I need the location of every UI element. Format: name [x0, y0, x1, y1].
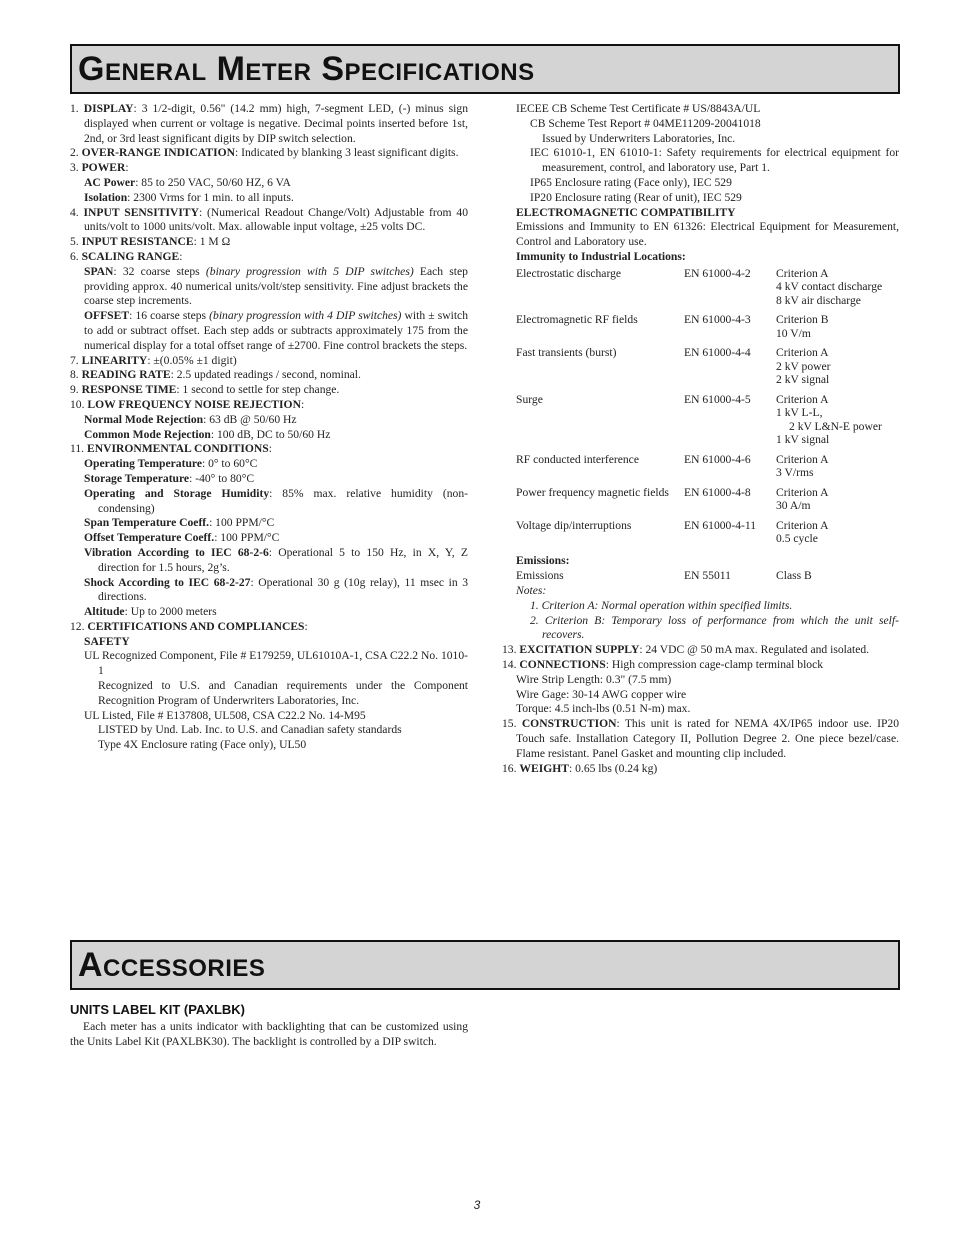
emc-standard: EN 61000-4-4 [684, 346, 751, 360]
spec-emc-text: Emissions and Immunity to EN 61326: Electrical Equipment for Measurement, Control and Laboratory use. [516, 220, 899, 249]
units-label-kit-heading: UNITS LABEL KIT (PAXLBK) [70, 1002, 246, 1017]
spec-resistance: 5. INPUT RESISTANCE: 1 M Ω [70, 235, 231, 249]
spec-overrange: 2. OVER-RANGE INDICATION: Indicated by blanking 3 least significant digits. [70, 146, 459, 160]
emc-criterion [776, 346, 882, 393]
emc-criterion-line: Criterion A [776, 346, 829, 360]
emc-test-name: Power frequency magnetic fields [516, 485, 669, 499]
spec-strip: Wire Strip Length: 0.3" (7.5 mm) [516, 672, 672, 686]
spec-span: SPAN: 32 coarse steps (binary progression with 5 DIP switches) Each step providing approx. 40 numerical units/volt/step sensitivity. Fine adjust brackets the coarse step increments. [84, 264, 468, 308]
spec-ip20: IP20 Enclosure rating (Rear of unit), IEC 529 [530, 190, 742, 204]
emc-criterion-line: Criterion A [776, 266, 829, 280]
spec-span-coeff: Span Temperature Coeff.: 100 PPM/°C [84, 516, 275, 530]
emc-standard: EN 61000-4-5 [684, 392, 751, 406]
table-row [516, 346, 882, 393]
spec-power: 3. POWER: [70, 161, 129, 175]
spec-shock: Shock According to IEC 68-2-27: Operational 30 g (10g relay), 11 msec in 3 directions. [84, 575, 468, 604]
emc-criterion-line: Criterion B [776, 313, 829, 327]
spec-sensitivity: 4. INPUT SENSITIVITY: (Numerical Readout Change/Volt) Adjustable from 40 units/volt to 1000 units/volt. Max. allowable input voltage, ±25 volts DC. [70, 205, 469, 234]
emissions-heading: Emissions: [516, 553, 570, 567]
spec-ul-recognized: UL Recognized Component, File # E179259, UL61010A-1, CSA C22.2 No. 1010-1 [84, 649, 468, 678]
spec-ac-power: AC Power: 85 to 250 VAC, 50/60 HZ, 6 VA [84, 175, 291, 189]
emissions-std: EN 55011 [684, 568, 731, 582]
emc-criterion-line: 1 kV L-L, [776, 406, 823, 420]
spec-torque: Torque: 4.5 inch-lbs (0.51 N-m) max. [516, 702, 691, 716]
units-label-kit-text: Each meter has a units indicator with backlighting that can be customized using the Units Label Kit (PAXLBK30). The backlight is controlled by a DIP switch. [70, 1020, 468, 1048]
emc-criterion-line: 0.5 cycle [776, 532, 818, 546]
emc-criterion [776, 313, 882, 346]
note-1: 1. Criterion A: Normal operation within specified limits. [530, 598, 793, 612]
spec-certifications: 12. CERTIFICATIONS AND COMPLIANCES: [70, 619, 308, 633]
table-row [516, 313, 882, 346]
emc-criterion [776, 453, 882, 486]
emc-table [516, 267, 882, 552]
emc-test-name: Voltage dip/interruptions [516, 518, 632, 532]
emc-criterion [776, 393, 882, 453]
table-row [516, 519, 882, 552]
spec-weight: 16. WEIGHT: 0.65 lbs (0.24 kg) [502, 761, 658, 775]
table-row [516, 486, 882, 519]
spec-ul-recognized-detail: Recognized to U.S. and Canadian requirements under the Component Recognition Program of Underwriters Laboratories, Inc. [98, 679, 468, 707]
page-number: 3 [473, 1198, 481, 1212]
emc-standard: EN 61000-4-2 [684, 266, 751, 280]
left-column [70, 102, 468, 753]
spec-altitude: Altitude: Up to 2000 meters [84, 605, 217, 619]
spec-gage: Wire Gage: 30-14 AWG copper wire [516, 687, 687, 701]
emc-criterion [776, 486, 882, 519]
spec-humidity: Operating and Storage Humidity: 85% max. relative humidity (non-condensing) [84, 486, 468, 515]
emissions-table [516, 569, 812, 583]
spec-isolation: Isolation: 2300 Vrms for 1 min. to all inputs. [84, 190, 294, 204]
specs-banner [70, 44, 900, 94]
specs-title: General Meter Specifications [78, 50, 535, 88]
table-row [516, 569, 812, 583]
notes-heading: Notes: [516, 584, 547, 598]
spec-ul-listed: UL Listed, File # E137808, UL508, CSA C22.2 No. 14-M95 [84, 708, 366, 722]
emc-criterion [776, 267, 882, 314]
emc-standard: EN 61000-4-6 [684, 452, 751, 466]
spec-offset: OFFSET: 16 coarse steps (binary progression with 4 DIP switches) with ± switch to add or subtract offset. Each step adds or subtracts approximately 175 from the numerical display for a total offset range of ±2700. Fine control brackets the steps. [84, 309, 468, 352]
emc-criterion-line: Criterion A [776, 392, 829, 406]
emc-criterion-line: 2 kV signal [776, 373, 830, 387]
right-column [502, 102, 899, 776]
spec-offset-coeff: Offset Temperature Coeff.: 100 PPM/°C [84, 531, 280, 545]
spec-lf-noise: 10. LOW FREQUENCY NOISE REJECTION: [70, 397, 305, 411]
emissions-test: Emissions [516, 568, 564, 582]
emc-test-name: Surge [516, 392, 543, 406]
emc-test-name: Electrostatic discharge [516, 266, 622, 280]
emc-criterion-line: Criterion A [776, 485, 829, 499]
emc-criterion-line: Criterion A [776, 452, 829, 466]
spec-cb-report: CB Scheme Test Report # 04ME11209-20041018 [530, 116, 761, 130]
note-2: 2. Criterion B: Temporary loss of performance from which the unit self-recovers. [530, 613, 899, 642]
spec-scaling: 6. SCALING RANGE: [70, 249, 183, 263]
spec-display: 1. DISPLAY: 3 1/2-digit, 0.56" (14.2 mm) high, 7-segment LED, (-) minus sign displayed when current or voltage is negative. Decimal points inserted before 1st, 2nd, or 3rd least significant digits by DIP switch selection. [70, 102, 468, 145]
spec-iecee: IECEE CB Scheme Test Certificate # US/8843A/UL [516, 102, 761, 115]
spec-cmr: Common Mode Rejection: 100 dB, DC to 50/60 Hz [84, 427, 331, 441]
emissions-class: Class B [776, 568, 812, 582]
emc-criterion-line: Criterion A [776, 518, 829, 532]
emc-criterion-line: 4 kV contact discharge [776, 280, 883, 294]
emc-criterion-line: 30 A/m [776, 499, 811, 513]
spec-response: 9. RESPONSE TIME: 1 second to settle for step change. [70, 383, 340, 397]
spec-ip65: IP65 Enclosure rating (Face only), IEC 529 [530, 175, 732, 189]
emc-test-name: Fast transients (burst) [516, 346, 617, 360]
emc-criterion-line: 8 kV air discharge [776, 293, 861, 307]
table-row [516, 267, 882, 314]
immunity-heading: Immunity to Industrial Locations: [516, 249, 686, 263]
spec-emc-head: ELECTROMAGNETIC COMPATIBILITY [516, 205, 736, 219]
spec-iec61010: IEC 61010-1, EN 61010-1: Safety requirements for electrical equipment for measurement, control, and laboratory use, Part 1. [530, 146, 899, 175]
spec-environment: 11. ENVIRONMENTAL CONDITIONS: [70, 442, 272, 456]
spec-st-temp: Storage Temperature: -40° to 80°C [84, 471, 255, 485]
spec-op-temp: Operating Temperature: 0° to 60°C [84, 457, 258, 471]
spec-connections: 14. CONNECTIONS: High compression cage-clamp terminal block [502, 658, 824, 672]
emc-standard: EN 61000-4-3 [684, 313, 751, 327]
table-row [516, 453, 882, 486]
table-row [516, 393, 882, 453]
accessories-title: Accessories [78, 946, 266, 984]
emc-criterion-line: 2 kV power [776, 359, 831, 373]
emc-criterion-line: 1 kV signal [776, 433, 830, 447]
emc-standard: EN 61000-4-11 [684, 518, 757, 532]
spec-ul-type4x: Type 4X Enclosure rating (Face only), UL50 [98, 738, 307, 752]
emc-test-name: Electromagnetic RF fields [516, 313, 638, 327]
accessories-banner [70, 940, 900, 990]
spec-linearity: 7. LINEARITY: ±(0.05% ±1 digit) [70, 353, 237, 367]
spec-safety: SAFETY [84, 634, 130, 648]
spec-nmr: Normal Mode Rejection: 63 dB @ 50/60 Hz [84, 412, 297, 426]
spec-construction: 15. CONSTRUCTION: This unit is rated for NEMA 4X/IP65 indoor use. IP20 Touch safe. Installation Category II, Pollution Degree 2. One piece bezel/case. Flame resistant. Panel Gasket and mounting clip included. [502, 717, 900, 760]
spec-vibration: Vibration According to IEC 68-2-6: Operational 5 to 150 Hz, in X, Y, Z direction for 1.5 hours, 2g’s. [84, 545, 468, 574]
spec-excitation: 13. EXCITATION SUPPLY: 24 VDC @ 50 mA max. Regulated and isolated. [502, 643, 870, 657]
emc-criterion-line: 2 kV L&N-E power [789, 419, 882, 433]
emc-standard: EN 61000-4-8 [684, 485, 751, 499]
emc-criterion-line: 3 V/rms [776, 466, 814, 480]
spec-issued: Issued by Underwriters Laboratories, Inc. [542, 131, 736, 145]
emc-criterion [776, 519, 882, 552]
spec-reading-rate: 8. READING RATE: 2.5 updated readings / second, nominal. [70, 368, 361, 382]
spec-ul-listed-detail: LISTED by Und. Lab. Inc. to U.S. and Canadian safety standards [98, 723, 402, 737]
emc-criterion-line: 10 V/m [776, 326, 811, 340]
emc-test-name: RF conducted interference [516, 452, 639, 466]
